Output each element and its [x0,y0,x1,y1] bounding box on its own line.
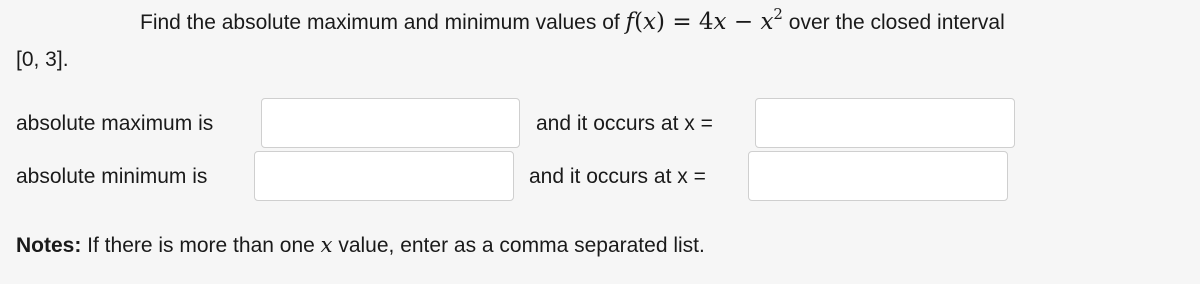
function-exponent: 2 [773,5,783,23]
notes-title: Notes: [16,234,82,257]
min-value-input[interactable] [254,151,514,201]
max-occurs-label: and it occurs at x = [536,112,713,135]
question-prefix: Find the absolute maximum and minimum values of [140,11,626,34]
notes-text-before: If there is more than one [81,234,321,257]
min-x-input[interactable] [748,151,1008,201]
min-occurs-label: and it occurs at x = [529,165,706,188]
question-interval: [0, 3]. [16,48,69,71]
function-sq-var: x [760,9,774,35]
min-label: absolute minimum is [16,165,208,188]
function-arg: x [643,9,657,35]
max-label: absolute maximum is [16,112,214,135]
notes-text-after: value, enter as a comma separated list. [332,234,705,257]
notes-var: x [320,233,333,257]
question-text-line1 [140,6,1005,39]
function-var: x [713,9,727,35]
max-x-input[interactable] [755,98,1015,148]
function-minus: − [733,9,754,35]
function-expression: $f(x) = 4x - x^2$ [625,5,783,35]
function-name: f [625,9,635,35]
max-value-input[interactable] [261,98,520,148]
function-coef: 4 [698,9,714,35]
notes [16,230,705,261]
question-suffix: over the closed interval [782,11,1005,34]
